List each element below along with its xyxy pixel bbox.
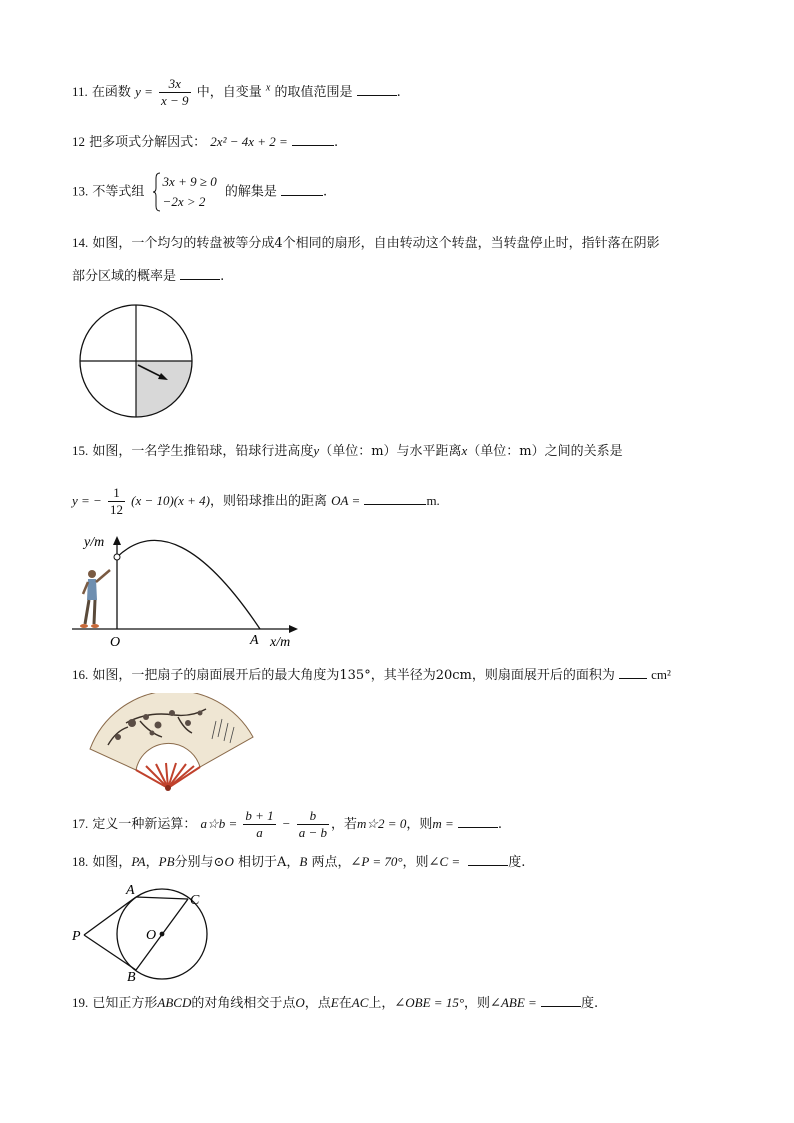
math-expression: ∠OBE = 15°: [394, 995, 465, 1010]
question-number: 13.: [72, 183, 89, 199]
question-text: 相切于A，: [237, 855, 300, 870]
question-18: [72, 851, 525, 873]
shot-put-figure: [70, 530, 310, 650]
question-text: ，则: [464, 996, 491, 1011]
math-variable: PB: [158, 854, 175, 869]
question-text: 的取值范围是: [274, 85, 353, 100]
origin-label: O: [110, 635, 121, 650]
math-expression: OA =: [331, 493, 361, 508]
unit: 度.: [580, 996, 599, 1011]
fraction: [108, 485, 125, 518]
question-14-line-2: [72, 265, 224, 287]
period: .: [396, 85, 401, 100]
math-expression: m☆2 = 0: [357, 816, 407, 831]
tangent-pb: [84, 935, 136, 970]
question-number: 11.: [72, 84, 88, 99]
unit: 度.: [508, 855, 526, 870]
fraction: [297, 808, 329, 841]
question-text: ，若: [331, 817, 358, 832]
question-15: [72, 441, 623, 462]
answer-blank[interactable]: [357, 81, 397, 96]
question-number: 18.: [72, 854, 89, 869]
math-expression: (x − 10)(x + 4): [131, 493, 211, 508]
question-number: 14.: [72, 235, 89, 250]
inequality-1: 3x + 9 ≥ 0: [162, 174, 217, 189]
question-text: ，则铅球推出的距离: [210, 494, 328, 509]
question-16: [72, 664, 671, 686]
label-c: C: [190, 893, 200, 908]
math-variable: PA: [131, 854, 146, 869]
unit: cm²: [651, 667, 671, 682]
numerator: b: [297, 808, 329, 825]
question-12: [72, 131, 338, 153]
unit: m.: [426, 493, 440, 508]
answer-blank[interactable]: [541, 992, 581, 1007]
circle-tangent-figure: [70, 880, 220, 985]
numerator: b + 1: [245, 808, 274, 823]
math-expression: ∠C =: [428, 854, 461, 869]
student-illustration: [80, 570, 110, 628]
answer-blank[interactable]: [281, 181, 323, 196]
numerator: 1: [108, 485, 125, 502]
period: .: [323, 184, 328, 200]
question-number: 17.: [72, 816, 89, 831]
brace-icon: [153, 172, 161, 212]
denominator: 12: [109, 502, 123, 517]
math-operator: −: [281, 816, 291, 831]
question-text: ，点: [304, 996, 331, 1011]
math-variable: O: [224, 854, 234, 869]
fraction: [159, 76, 191, 109]
math-expression: a☆b =: [200, 816, 238, 831]
question-text: 的对角线相交于点: [191, 996, 296, 1011]
question-text: 如图，: [92, 855, 132, 870]
math-expression: y =: [135, 84, 153, 99]
numerator: 3x: [159, 76, 191, 93]
inequality-system: [153, 172, 217, 212]
period: .: [220, 269, 225, 284]
answer-blank[interactable]: [364, 490, 426, 505]
question-text: 如图，一名学生推铅球，铅球行进高度: [92, 444, 314, 459]
question-11: [72, 76, 401, 109]
question-text: 分别与⊙: [174, 855, 225, 870]
question-text: （单位：m）与水平距离: [319, 444, 462, 459]
label-a: A: [126, 883, 135, 898]
point-a-label: A: [250, 633, 259, 648]
chord-ac: [136, 897, 188, 899]
denominator: a: [256, 825, 263, 840]
question-number: 15.: [72, 443, 89, 458]
question-text: （单位：m）之间的关系是: [467, 444, 623, 459]
period: .: [497, 817, 503, 832]
release-point: [114, 554, 120, 560]
question-number: 12: [72, 134, 85, 149]
fan-ribs: [136, 763, 200, 788]
answer-blank[interactable]: [458, 813, 498, 828]
question-text: 如图，一把扇子的扇面展开后的最大角度为135°，其半径为20cm，则扇面展开后的面积为: [92, 668, 615, 683]
question-text: ，则: [406, 817, 433, 832]
question-text: 的解集是: [224, 184, 277, 200]
answer-blank[interactable]: [619, 664, 647, 679]
math-variable: x: [265, 82, 271, 94]
question-text: 在函数: [91, 85, 131, 100]
question-text: 中，自变量: [196, 85, 262, 100]
spinner-figure: [76, 301, 198, 423]
answer-blank[interactable]: [180, 265, 220, 280]
question-text: 如图，一个均匀的转盘被等分成4个相同的扇形，自由转动这个转盘，当转盘停止时，指针落在阴影: [92, 236, 660, 251]
question-13: [72, 172, 327, 212]
period: .: [333, 135, 339, 150]
question-text: 上，: [368, 996, 395, 1011]
math-variable: x: [461, 443, 468, 458]
math-variable: E: [330, 995, 339, 1010]
label-p: P: [72, 929, 81, 944]
fan-paper: [90, 693, 253, 770]
question-text: 把多项式分解因式：: [89, 135, 207, 150]
question-17: [72, 808, 502, 841]
question-text: 不等式组: [92, 184, 145, 200]
math-variable: y: [313, 443, 320, 458]
question-19: [72, 992, 598, 1014]
shaded-sector: [136, 361, 192, 417]
x-axis-label: x/m: [270, 635, 291, 650]
question-text: 部分区域的概率是: [72, 269, 177, 284]
math-variable: ABCD: [157, 995, 192, 1010]
question-14: [72, 233, 660, 254]
question-text: 已知正方形: [92, 996, 158, 1011]
tangent-pa: [84, 897, 136, 935]
folding-fan-figure: [88, 693, 258, 793]
math-expression: m =: [432, 816, 454, 831]
center-dot: [160, 932, 165, 937]
inequality-2: −2x > 2: [162, 194, 206, 209]
math-expression: 2x² − 4x + 2 =: [210, 134, 288, 149]
question-text: 在: [338, 996, 352, 1011]
math-variable: AC: [351, 995, 369, 1010]
question-15-line-2: [72, 485, 440, 518]
math-variable: O: [295, 995, 305, 1010]
question-number: 16.: [72, 667, 89, 682]
math-variable: B: [299, 854, 308, 869]
label-b: B: [127, 970, 136, 985]
math-expression: y = −: [72, 493, 102, 508]
question-text: 两点，: [311, 855, 351, 870]
math-expression: ∠P = 70°: [350, 854, 403, 869]
y-axis-label: y/m: [84, 535, 105, 550]
question-text: ，则: [402, 855, 429, 870]
question-text: 定义一种新运算：: [92, 817, 197, 832]
denominator: a − b: [298, 825, 327, 840]
denominator: x − 9: [161, 93, 189, 108]
separator: ，: [145, 855, 159, 870]
answer-blank[interactable]: [468, 851, 508, 866]
trajectory-curve: [117, 540, 260, 629]
y-axis-arrow-icon: [113, 536, 121, 545]
label-o: O: [146, 928, 157, 943]
math-expression: ∠ABE =: [490, 995, 537, 1010]
fraction: [243, 808, 275, 841]
fan-pivot: [165, 785, 171, 791]
x-axis-arrow-icon: [289, 625, 298, 633]
answer-blank[interactable]: [292, 131, 334, 146]
question-number: 19.: [72, 995, 89, 1010]
